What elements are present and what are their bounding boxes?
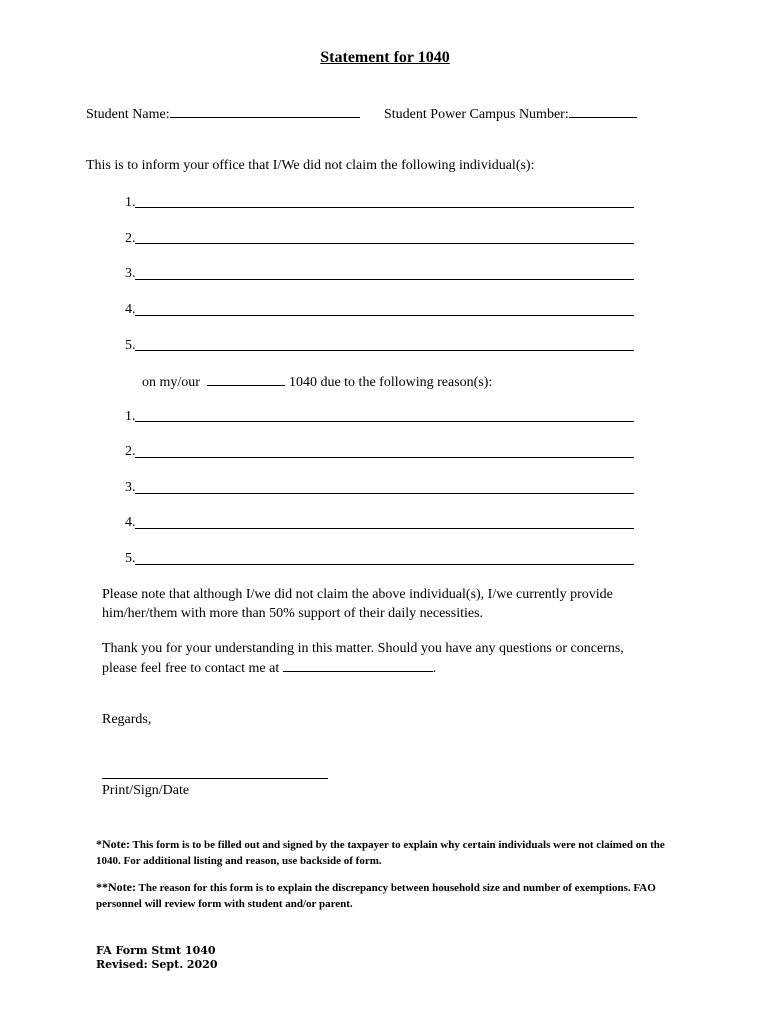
campus-number-field[interactable] (569, 104, 637, 118)
individual-number: 5. (125, 338, 136, 353)
reason-line-5[interactable] (135, 564, 634, 565)
thanks-text: Thank you for your understanding in this matter. Should you have any questions or concerns, please feel free to contact me at (102, 641, 624, 676)
reason-number: 1. (125, 409, 136, 424)
note-1 (96, 836, 666, 869)
individual-line-4[interactable] (135, 315, 634, 316)
tax-year-field[interactable] (207, 372, 285, 386)
note-1-text: This form is to be filled out and signed by the taxpayer to explain why certain individuals were not claimed on the 1040. For additional listing and reason, use backside of form. (96, 839, 665, 867)
individual-number: 3. (125, 266, 136, 281)
student-name-row (86, 104, 360, 124)
thanks-end: . (432, 661, 437, 676)
student-name-label: Student Name: (86, 107, 170, 122)
note-1-lead: *Note: (96, 837, 130, 851)
individual-line-5[interactable] (135, 350, 634, 351)
individual-number: 2. (125, 231, 136, 246)
reason-number: 5. (125, 551, 136, 566)
individual-number: 4. (125, 302, 136, 317)
reason-line-3[interactable] (135, 493, 634, 494)
individual-line-3[interactable] (135, 279, 634, 280)
note-2-text: The reason for this form is to explain the discrepancy between household size and number of exemptions. FAO personnel will review form with student and/or parent. (96, 882, 656, 910)
intro-text: This is to inform your office that I/We did not claim the following individual(s): (86, 158, 535, 173)
campus-number-label: Student Power Campus Number: (384, 107, 569, 122)
regards-text: Regards, (102, 712, 152, 727)
individual-line-2[interactable] (135, 243, 634, 244)
footer-revised: Revised: Sept. 2020 (96, 958, 218, 971)
reason-line-1[interactable] (135, 421, 634, 422)
footer-form-id: FA Form Stmt 1040 (96, 944, 216, 957)
note-2 (96, 879, 666, 912)
reason-prefix: on my/our (142, 375, 200, 390)
reason-suffix: 1040 due to the following reason(s): (288, 375, 493, 390)
reason-number: 3. (125, 480, 136, 495)
note-2-lead: **Note: (96, 880, 136, 894)
contact-field[interactable] (283, 658, 433, 672)
support-statement: Please note that although I/we did not claim the above individual(s), I/we currently provide him/her/them with more than 50% support of their daily necessities. (102, 587, 613, 621)
individual-line-1[interactable] (135, 207, 634, 208)
signature-line[interactable] (102, 778, 328, 779)
reason-line-4[interactable] (135, 528, 634, 529)
student-name-field[interactable] (170, 104, 360, 118)
reason-intro-row (142, 372, 492, 392)
page-title: Statement for 1040 (320, 49, 450, 66)
individual-number: 1. (125, 195, 136, 210)
signature-label: Print/Sign/Date (102, 783, 190, 798)
thanks-statement (102, 639, 662, 678)
reason-line-2[interactable] (135, 457, 634, 458)
reason-number: 4. (125, 515, 136, 530)
campus-number-row (384, 104, 637, 124)
reason-number: 2. (125, 444, 136, 459)
